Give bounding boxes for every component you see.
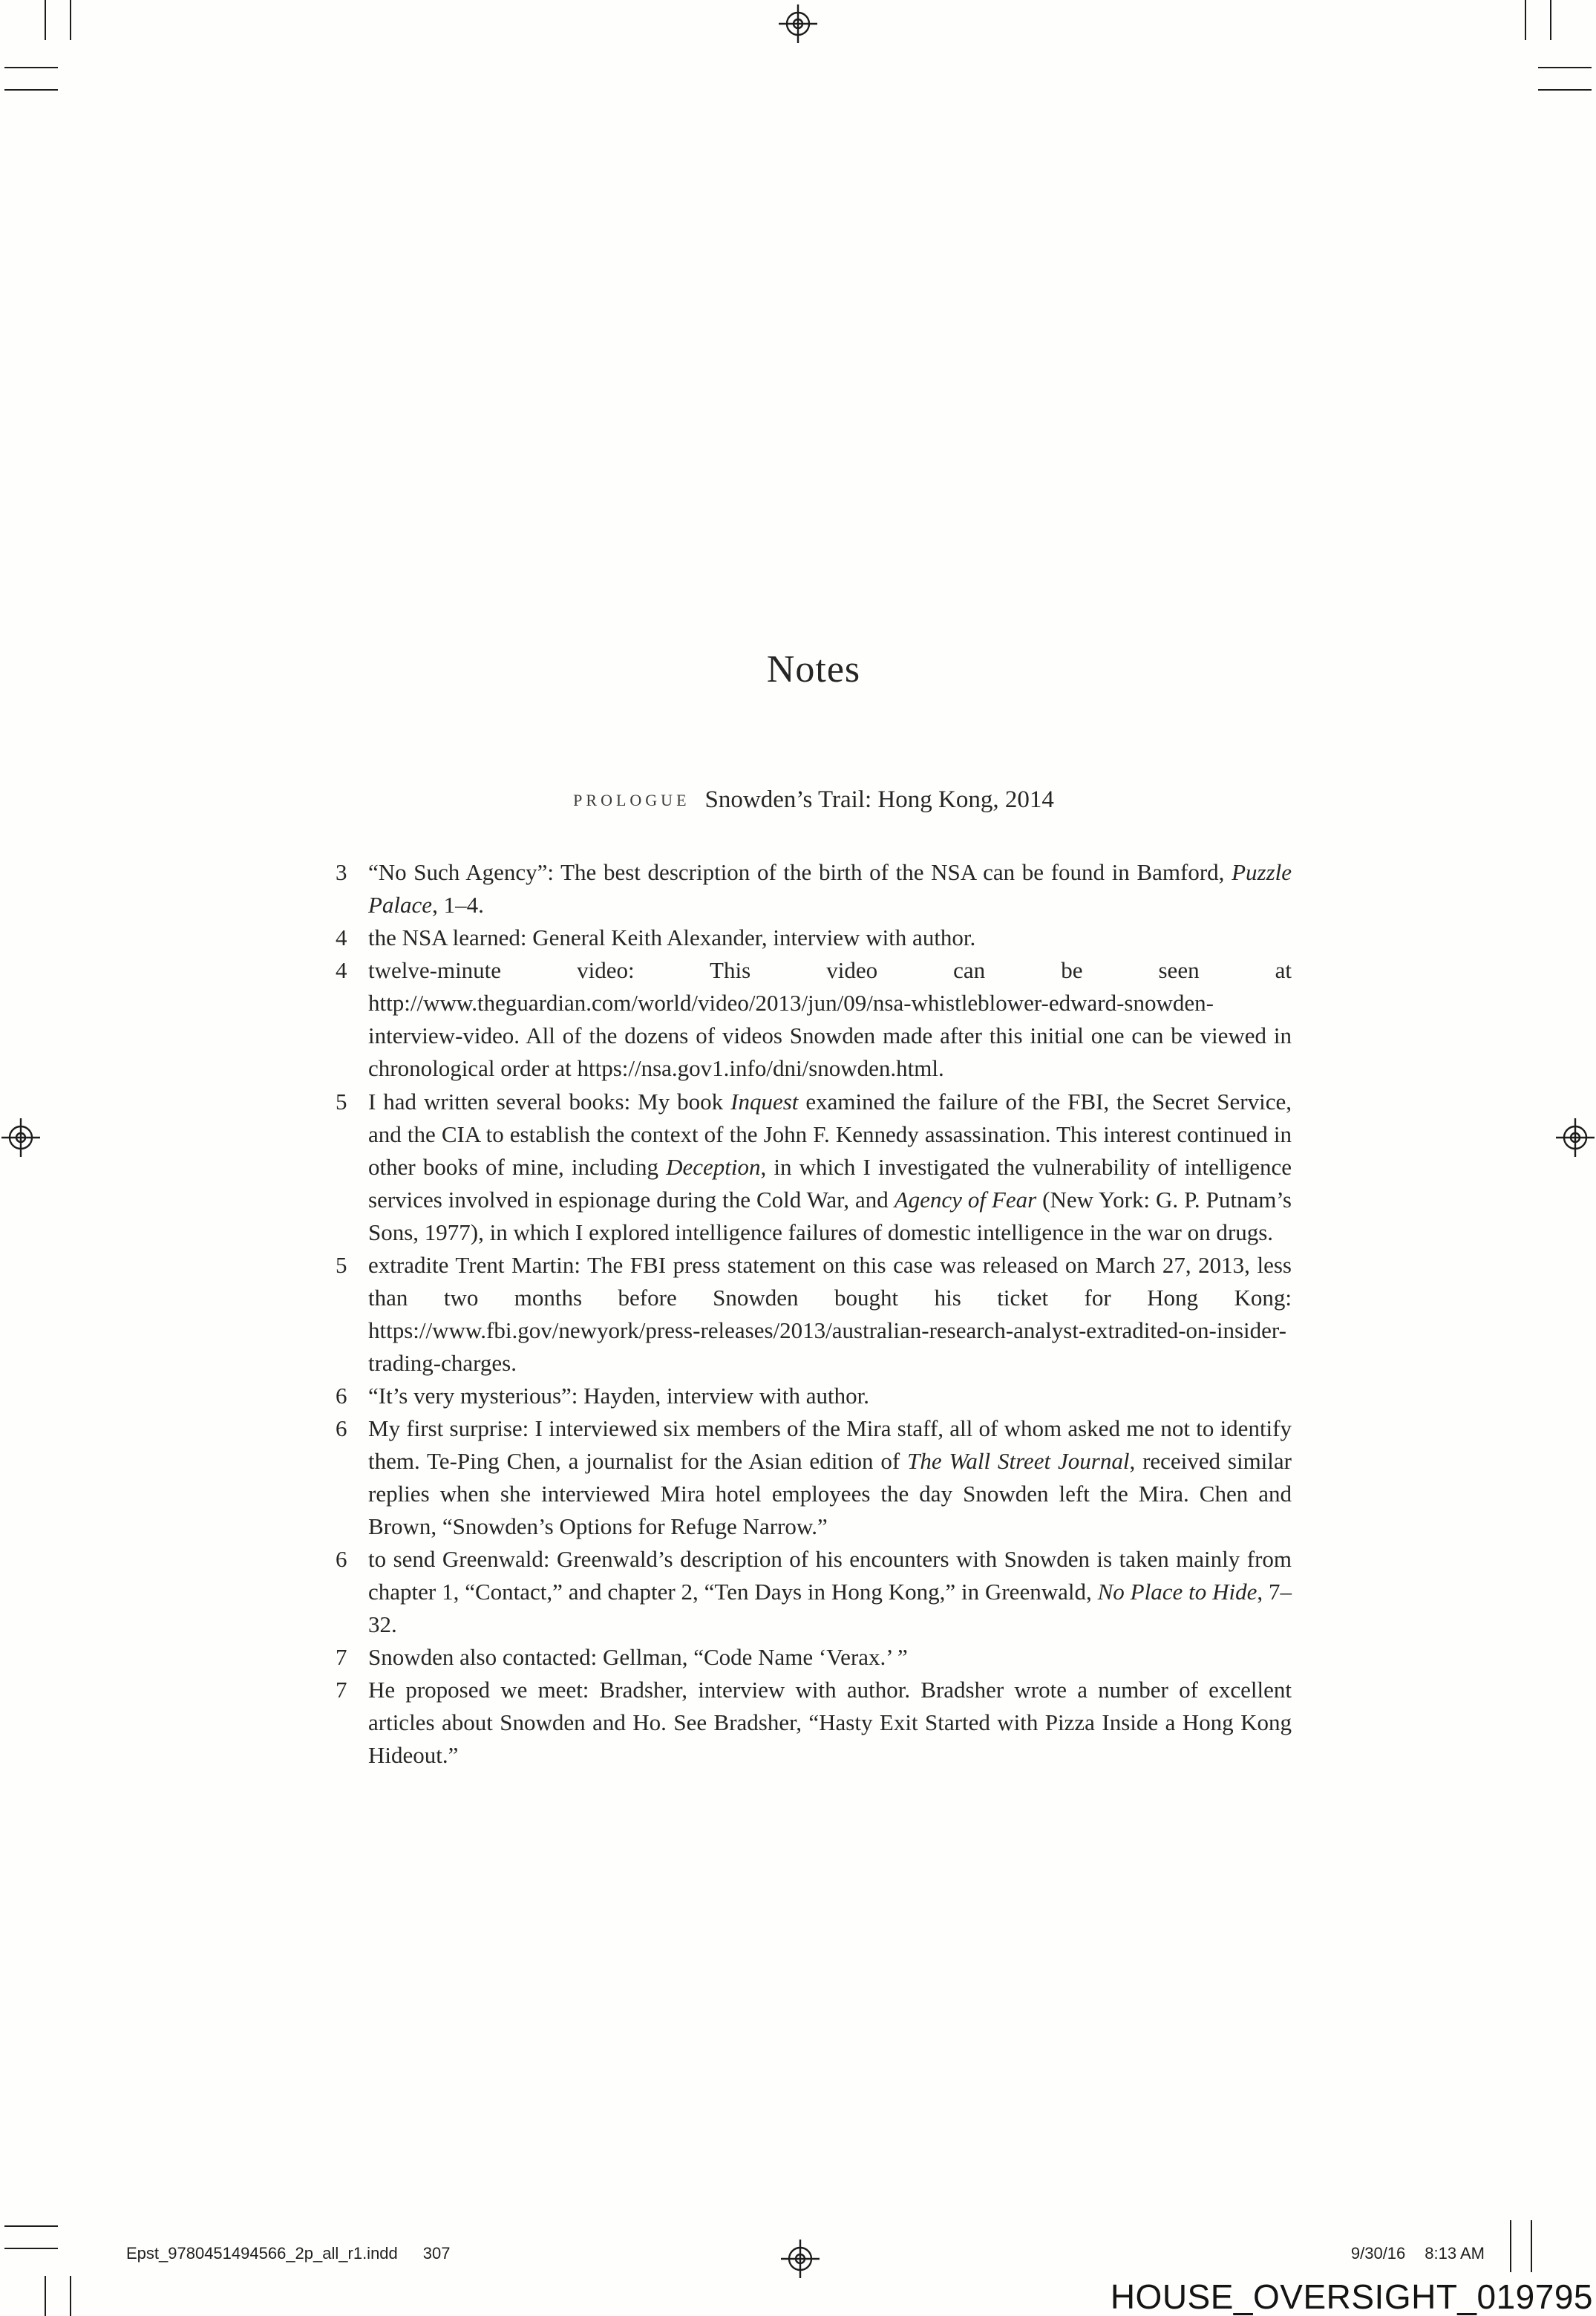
section-title: Snowden’s Trail: Hong Kong, 2014 [704, 786, 1054, 813]
note-item [336, 1086, 1292, 1249]
crop-mark [4, 2225, 58, 2227]
note-text: to send Greenwald: Greenwald’s description of his encounters with Snowden is taken mainly from chapter 1, “Contact,” and chapter 2, “Ten Days in Hong Kong,” in Greenwald, No Place to Hide, 7–32. [368, 1545, 1292, 1637]
crop-mark [45, 2276, 46, 2316]
notes-list [336, 856, 1292, 1771]
note-number: 7 [336, 1643, 347, 1670]
registration-mark-right [1554, 1117, 1596, 1158]
crop-mark [1538, 89, 1592, 91]
note-text: twelve-minute video: This video can be seen at http://www.theguardian.com/world/video/2013/jun/09/nsa-whistleblower-edward-snowden-interview-video. All of the dozens of videos Snowden made after this initial one can be viewed in chronological order at https://nsa.gov1.info/dni/snowden.html. [368, 957, 1292, 1082]
crop-mark [1538, 67, 1592, 68]
footer-time: 8:13 AM [1425, 2244, 1485, 2263]
crop-mark [45, 0, 46, 40]
registration-mark-top [777, 3, 819, 45]
page-title: Notes [766, 648, 861, 691]
note-number: 3 [336, 859, 347, 886]
note-text: I had written several books: My book Inquest examined the failure of the FBI, the Secret Service, and the CIA to establish the context of the John F. Kennedy assassination. This interest continued in other books of mine, including Deception, in which I investigated the vulnerability of intelligence services involved in espionage during the Cold War, and Agency of Fear (New York: G. P. Putnam’s Sons, 1977), in which I explored intelligence failures of domestic intelligence in the war on drugs. [368, 1088, 1292, 1245]
note-text: extradite Trent Martin: The FBI press statement on this case was released on March 27, 2013, less than two months before Snowden bought his ticket for Hong Kong: https://www.fbi.gov/newyork/press-releases/2013/australian-research-analyst-extradited-on-insider-trading-charges. [368, 1251, 1292, 1376]
note-text: “No Such Agency”: The best description of the birth of the NSA can be found in Bamford, Puzzle Palace, 1–4. [368, 859, 1292, 919]
registration-mark-bottom [779, 2238, 821, 2280]
note-number: 6 [336, 1545, 347, 1572]
note-item [336, 1543, 1292, 1641]
note-item [336, 856, 1292, 921]
note-text: “It’s very mysterious”: Hayden, interview with author. [368, 1382, 869, 1409]
section-heading [336, 786, 1292, 815]
note-item [336, 921, 1292, 954]
footer-date: 9/30/16 [1350, 2244, 1406, 2263]
note-number: 4 [336, 924, 347, 951]
crop-mark [1525, 0, 1526, 40]
footer-left [126, 2244, 451, 2263]
note-item [336, 1380, 1292, 1412]
note-number: 6 [336, 1382, 347, 1409]
crop-mark [70, 0, 71, 40]
note-item [336, 1641, 1292, 1674]
crop-mark [4, 89, 58, 91]
note-number: 5 [336, 1088, 347, 1115]
crop-mark [4, 2248, 58, 2249]
note-text: Snowden also contacted: Gellman, “Code Name ‘Verax.’ ” [368, 1643, 908, 1670]
crop-mark [1550, 0, 1551, 40]
note-item [336, 954, 1292, 1085]
note-number: 7 [336, 1676, 347, 1703]
footer-filename: Epst_9780451494566_2p_all_r1.indd [126, 2244, 398, 2263]
crop-mark [4, 67, 58, 68]
note-item [336, 1412, 1292, 1543]
crop-mark [1510, 2220, 1511, 2272]
note-number: 4 [336, 957, 347, 984]
note-number: 6 [336, 1415, 347, 1441]
note-text: My first surprise: I interviewed six members of the Mira staff, all of whom asked me not to identify them. Te-Ping Chen, a journalist for the Asian edition of The Wall Street Journal, received similar replies when she interviewed Mira hotel employees the day Snowden left the Mira. Chen and Brown, “Snowden’s Options for Refuge Narrow.” [368, 1415, 1292, 1539]
note-item [336, 1674, 1292, 1772]
footer-right [1351, 2244, 1485, 2263]
page-content [336, 647, 1292, 1772]
crop-mark [70, 2276, 71, 2316]
section-label: PROLOGUE [573, 790, 690, 809]
crop-mark [1531, 2220, 1532, 2272]
footer-page-number: 307 [422, 2244, 451, 2263]
note-text: He proposed we meet: Bradsher, interview with author. Bradsher wrote a number of excellent articles about Snowden and Ho. See Bradsher, “Hasty Exit Started with Pizza Inside a Hong Kong Hideout.” [368, 1676, 1292, 1768]
note-text: the NSA learned: General Keith Alexander, interview with author. [368, 924, 976, 951]
watermark: HOUSE_OVERSIGHT_019795 [1110, 2277, 1593, 2316]
registration-mark-left [0, 1117, 42, 1158]
note-number: 5 [336, 1251, 347, 1278]
note-item [336, 1249, 1292, 1380]
